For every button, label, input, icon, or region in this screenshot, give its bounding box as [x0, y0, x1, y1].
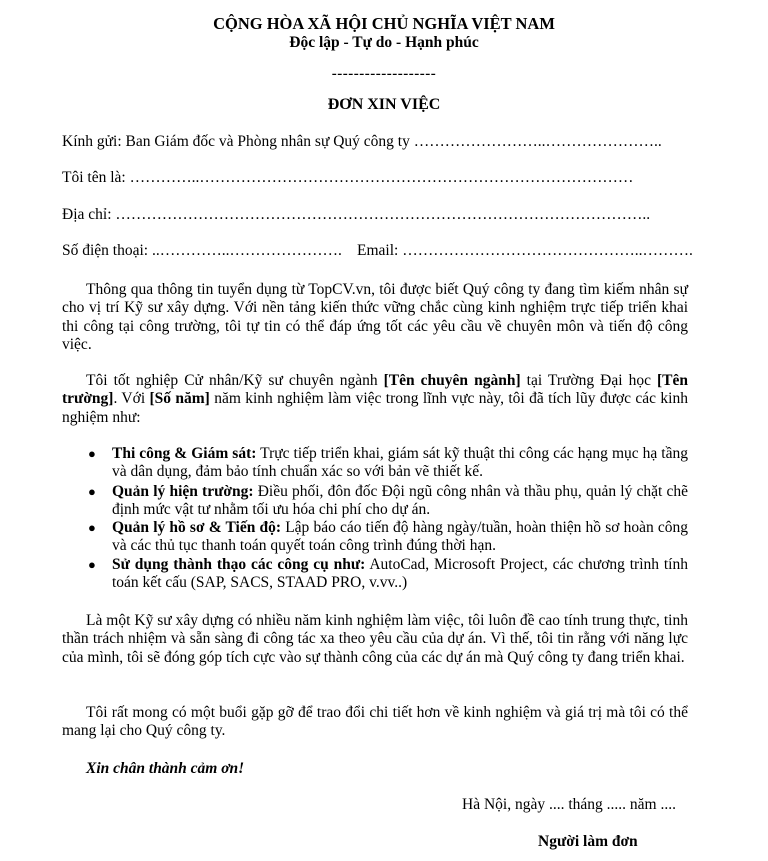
list-item-label: Thi công & Giám sát:	[112, 445, 257, 462]
phone-line: Số điện thoại: ..…………..………………….	[62, 242, 342, 259]
address-line: Địa chỉ: …………………………………………………………………………………………..	[62, 206, 651, 223]
list-item-text: Trực tiếp triển khai, giám sát kỹ thuật thi công các hạng mục hạ tầng và dân dụng, đảm bảo tính chuẩn xác so với bản vẽ thiết kế.	[112, 445, 688, 481]
national-title: CỘNG HÒA XÃ HỘI CHỦ NGHĨA VIỆT NAM	[213, 14, 555, 33]
years-placeholder: [Số năm]	[149, 390, 210, 408]
list-item	[62, 519, 688, 556]
place-date-line: Hà Nội, ngày .... tháng ..... năm ....	[462, 796, 676, 813]
commitment-paragraph: Là một Kỹ sư xây dựng có nhiều năm kinh nghiệm làm việc, tôi luôn đề cao tính trung thực, tinh thần trách nhiệm và sẵn sàng đi công tác xa theo yêu cầu của dự án. Vì thế, tôi tin rằng với năng lực của mình, tôi sẽ đóng góp tích cực vào sự thành công của các dự án mà Quý công ty đang triển khai.	[62, 612, 688, 666]
university-placeholder: [Tên trường]	[62, 372, 688, 408]
thanks-line: Xin chân thành cảm ơn!	[86, 760, 245, 777]
education-text: . Với	[113, 390, 150, 408]
name-line: Tôi tên là: …………..…………………………………………………………………………	[62, 169, 634, 186]
request-paragraph: Tôi rất mong có một buổi gặp gỡ để trao đổi chi tiết hơn về kinh nghiệm và giá trị mà tôi có thể mang lại cho Quý công ty.	[62, 704, 688, 740]
list-item	[62, 483, 688, 520]
list-item-label: Quản lý hiện trường:	[112, 482, 254, 500]
list-item-label: Sử dụng thành thạo các công cụ như:	[112, 555, 366, 573]
national-motto: Độc lập - Tự do - Hạnh phúc	[289, 34, 479, 51]
list-item	[62, 445, 688, 482]
bullet-icon: ●	[88, 483, 96, 499]
education-text: Tôi tốt nghiệp Cử nhân/Kỹ sư chuyên ngành	[86, 372, 384, 389]
header-separator: -------------------	[331, 66, 437, 82]
list-item-text: Lập báo cáo tiến độ hàng ngày/tuần, hoàn thiện hồ sơ hoàn công và các thủ tục thanh toán quyết toán công trình đúng thời hạn.	[112, 519, 689, 555]
bullet-icon: ●	[88, 446, 96, 461]
list-item	[62, 556, 688, 593]
major-placeholder: [Tên chuyên ngành]	[383, 372, 521, 389]
email-line: Email: ………………………………………..……….	[357, 242, 693, 259]
education-text: tại Trường Đại học	[520, 372, 657, 389]
bullet-icon: ●	[88, 556, 96, 572]
list-item-text: AutoCad, Microsoft Project, các chương trình tính toán kết cấu (SAP, SACS, STAAD PRO, v.vv..)	[112, 555, 688, 592]
intro-paragraph: Thông qua thông tin tuyển dụng từ TopCV.vn, tôi được biết Quý công ty đang tìm kiếm nhân sự cho vị trí Kỹ sư xây dựng. Với nền tảng kiến thức vững chắc cùng kinh nghiệm trực tiếp triển khai thi công tại công trường, tôi tự tin có thể đáp ứng tốt các yêu cầu về chuyên môn và tiến độ công việc.	[62, 281, 688, 353]
document-title: ĐƠN XIN VIỆC	[327, 96, 441, 113]
education-text: năm kinh nghiệm làm việc trong lĩnh vực này, tôi đã tích lũy được các kinh nghiệm như:	[62, 390, 688, 426]
signer-label: Người làm đơn	[538, 833, 638, 850]
recipient-line: Kính gửi: Ban Giám đốc và Phòng nhân sự Quý công ty ……………………..…………………..	[62, 133, 662, 150]
bullet-icon: ●	[88, 520, 96, 536]
list-item-text: Điều phối, đôn đốc Đội ngũ công nhân và thầu phụ, quản lý chặt chẽ định mức vật tư nhằm tối ưu hóa chi phí cho dự án.	[112, 482, 688, 518]
list-item-label: Quản lý hồ sơ & Tiến độ:	[112, 519, 282, 537]
education-paragraph	[62, 372, 688, 427]
experience-list	[62, 445, 688, 592]
